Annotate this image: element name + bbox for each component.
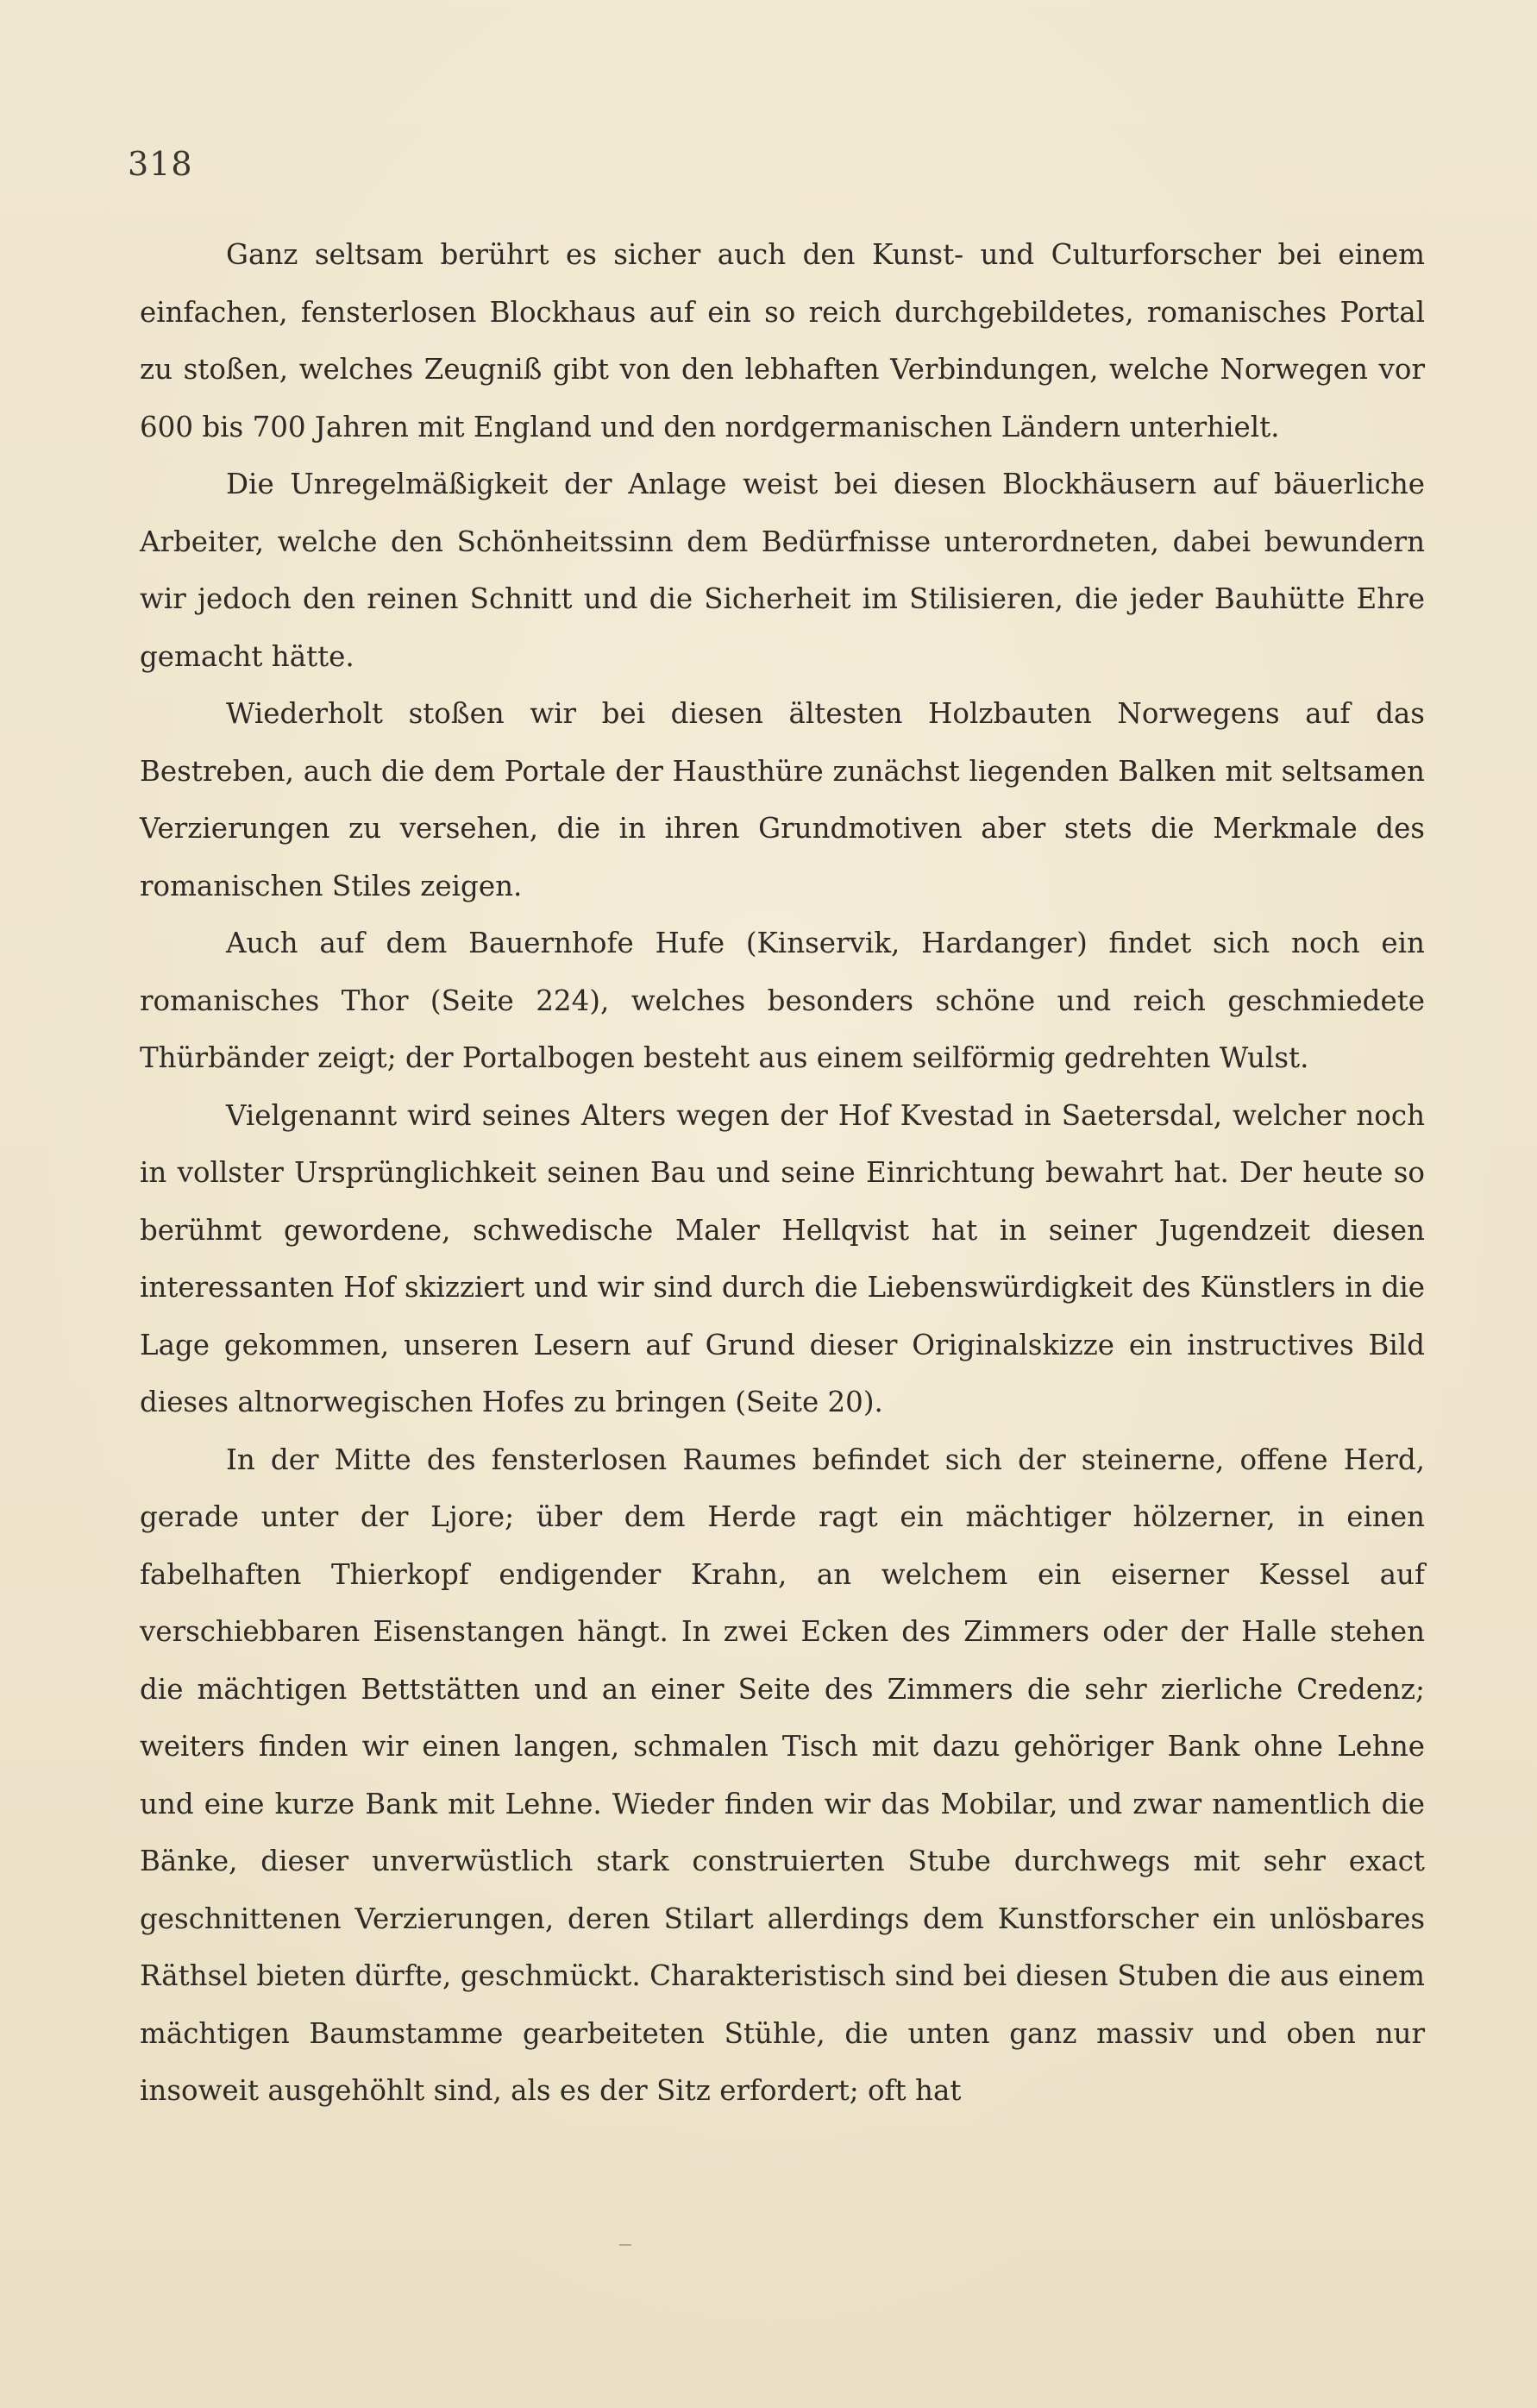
page-number: 318 [128, 145, 193, 183]
page-blemish [619, 2244, 631, 2246]
paragraph-6: In der Mitte des fensterlosen Raumes befindet sich der steinerne, offene Herd, gerade unter der Ljore; über dem Herde ragt ein mächtiger hölzerner, in einen fabelhaften Thierkopf endigender Krahn, an welchem ein eiserner Kessel auf verschiebbaren Eisenstangen hängt. In zwei Ecken des Zimmers oder der Halle stehen die mächtigen Bettstätten und an einer Seite des Zimmers die sehr zierliche Credenz; weiters finden wir einen langen, schmalen Tisch mit dazu gehöriger Bank ohne Lehne und eine kurze Bank mit Lehne. Wieder finden wir das Mobilar, und zwar namentlich die Bänke, dieser unverwüstlich stark construierten Stube durchwegs mit sehr exact geschnittenen Verzierungen, deren Stilart allerdings dem Kunstforscher ein unlösbares Räthsel bieten dürfte, geschmückt. Charakteristisch sind bei diesen Stuben die aus einem mächtigen Baumstamme gearbeiteten Stühle, die unten ganz massiv und oben nur insoweit ausgehöhlt sind, als es der Sitz erfordert; oft hat [140, 1443, 1425, 2107]
paragraph-2: Die Unregelmäßigkeit der Anlage weist bei diesen Blockhäusern auf bäuerliche Arbeiter, welche den Schönheitssinn dem Bedürfnisse unterordneten, dabei bewundern wir jedoch den reinen Schnitt und die Sicherheit im Stilisieren, die jeder Bauhütte Ehre gemacht hätte. [140, 468, 1425, 673]
paragraph-1: Ganz seltsam berührt es sicher auch den Kunst- und Culturforscher bei einem einfachen, fensterlosen Blockhaus auf ein so reich durchgebildetes, romanisches Portal zu stoßen, welches Zeugniß gibt von den lebhaften Verbindungen, welche Norwegen vor 600 bis 700 Jahren mit England und den nordgermanischen Ländern unterhielt. [140, 238, 1425, 443]
paragraph-5: Vielgenannt wird seines Alters wegen der Hof Kvestad in Saetersdal, welcher noch in vollster Ursprünglichkeit seinen Bau und seine Einrichtung bewahrt hat. Der heute so berühmt gewordene, schwedische Maler Hellqvist hat in seiner Jugendzeit diesen interessanten Hof skizziert und wir sind durch die Liebenswürdigkeit des Künstlers in die Lage gekommen, unseren Lesern auf Grund dieser Originalskizze ein instructives Bild dieses altnorwegischen Hofes zu bringen (Seite 20). [140, 1098, 1425, 1418]
paragraph-3: Wiederholt stoßen wir bei diesen ältesten Holzbauten Norwegens auf das Bestreben, auch die dem Portale der Hausthüre zunächst liegenden Balken mit seltsamen Verzierungen zu versehen, die in ihren Grundmotiven aber stets die Merkmale des romanischen Stiles zeigen. [140, 697, 1425, 902]
body-text [140, 226, 1425, 2120]
paragraph-4: Auch auf dem Bauernhofe Hufe (Kinservik, Hardanger) findet sich noch ein romanisches Thor (Seite 224), welches besonders schöne und reich geschmiedete Thürbänder zeigt; der Portalbogen besteht aus einem seilförmig gedrehten Wulst. [140, 927, 1425, 1074]
